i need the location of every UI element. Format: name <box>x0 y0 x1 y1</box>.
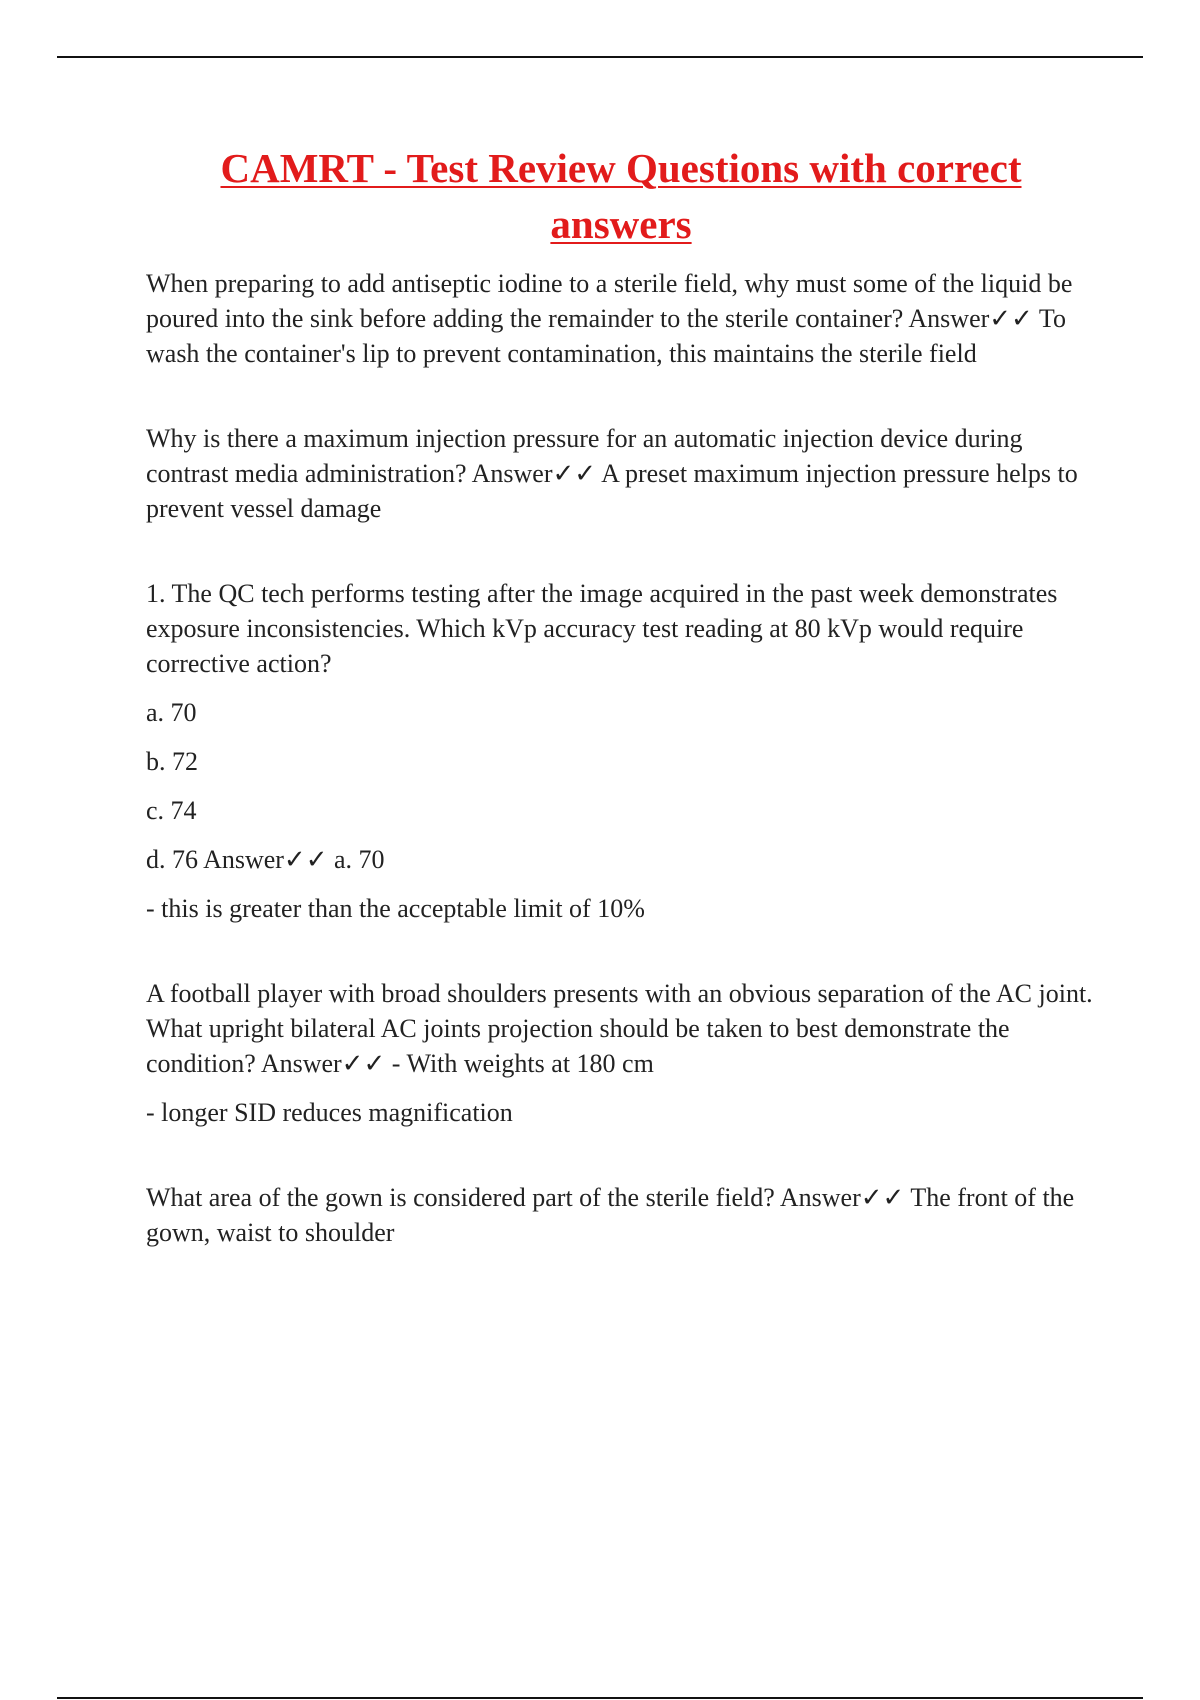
question-text: A football player with broad shoulders presents with an obvious separation of the AC joint. What upright bilateral AC joints projection should be taken to best demonstrate the condition? Answer✓✓ - With weights at 180 cm <box>146 979 1093 1078</box>
question-text: What area of the gown is considered part of the sterile field? Answer✓✓ The front of the gown, waist to shoulder <box>146 1183 1075 1247</box>
answer-option-b: b. 72 <box>146 747 198 776</box>
answer-option-d: d. 76 Answer✓✓ a. 70 <box>146 845 385 874</box>
qa-item-3 <box>146 576 1096 926</box>
qa-item-2 <box>146 421 1096 526</box>
top-rule <box>57 56 1143 58</box>
qa-item-5 <box>146 1180 1096 1250</box>
page-content <box>146 140 1096 1250</box>
qa-item-1 <box>146 266 1096 371</box>
page-title: CAMRT - Test Review Questions with correct answers <box>220 145 1022 247</box>
answer-option-c: c. 74 <box>146 796 197 825</box>
question-text: When preparing to add antiseptic iodine to a sterile field, why must some of the liquid be poured into the sink before adding the remainder to the sterile container? Answer✓✓ To wash the container's lip to prevent contamination, this maintains the sterile field <box>146 269 1073 368</box>
qa-item-4 <box>146 976 1096 1130</box>
question-text: 1. The QC tech performs testing after the image acquired in the past week demonstrates exposure inconsistencies. Which kVp accuracy test reading at 80 kVp would require corrective action? <box>146 579 1058 678</box>
bottom-rule <box>57 1697 1143 1699</box>
question-text: Why is there a maximum injection pressure for an automatic injection device during contrast media administration? Answer✓✓ A preset maximum injection pressure helps to prevent vessel damage <box>146 424 1078 523</box>
answer-note: - this is greater than the acceptable limit of 10% <box>146 894 645 923</box>
answer-note: - longer SID reduces magnification <box>146 1098 513 1127</box>
answer-option-a: a. 70 <box>146 698 197 727</box>
